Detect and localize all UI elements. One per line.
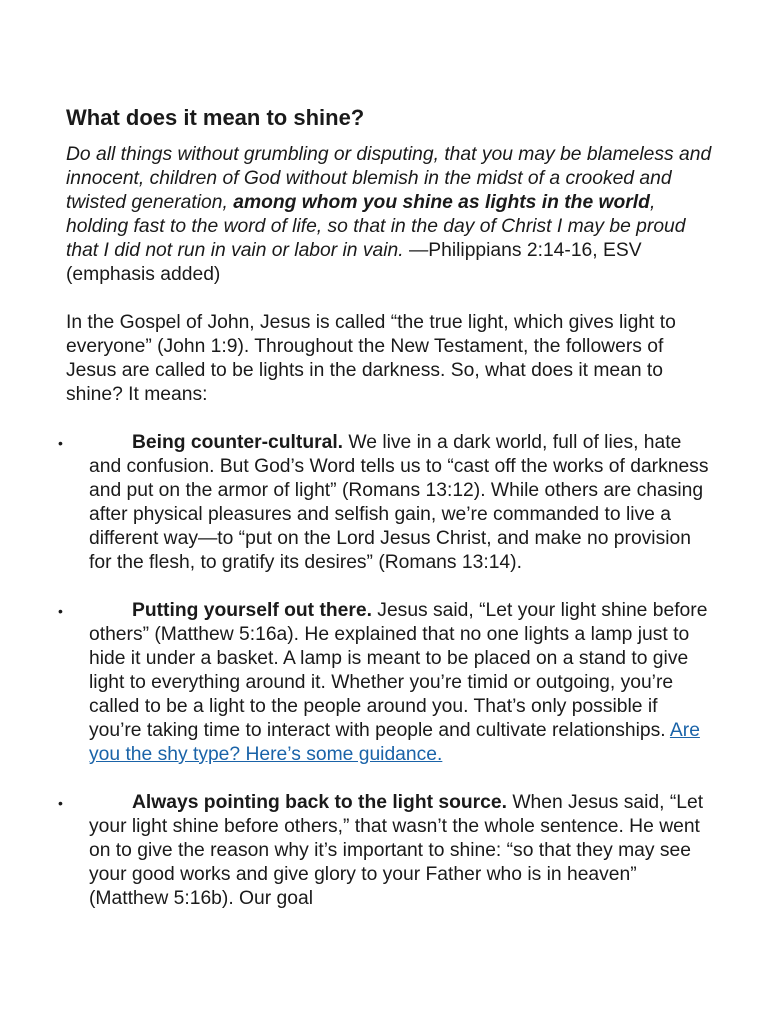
bullet-text: We live in a dark world, full of lies, hate and confusion. But God’s Word tells us to “cast off the works of darkness and put on the armor of light” (Romans 13:12). While others are chasing after physical pleasures and selfish gain, we’re commanded to live a different way—to “put on the Lord Jesus Christ, and make no provision for the flesh, to gratify its desires” (Romans 13:14). xyxy=(89,432,709,573)
bullet-title: Putting yourself out there. xyxy=(132,600,372,621)
quote-emphasis: among whom you shine as lights in the world xyxy=(233,192,650,213)
quote-text-start: Do all things without grumbling or disputing, that you may be blameless and innocent, children of God without blemish in the midst of a crooked and twisted generation, xyxy=(66,144,712,213)
list-item xyxy=(0,599,709,767)
list-item xyxy=(0,791,709,911)
bullet-dot-icon: • xyxy=(58,795,63,811)
bullet-dot-icon: • xyxy=(58,435,63,451)
bullet-title: Being counter-cultural. xyxy=(132,432,344,453)
quote-citation: —Philippians 2:14-16, ESV (emphasis added) xyxy=(66,240,642,285)
bullet-title: Always pointing back to the light source. xyxy=(132,792,507,813)
bullet-text: Jesus said, “Let your light shine before others” (Matthew 5:16a). He explained that no one lights a lamp just to hide it under a basket. A lamp is meant to be placed on a stand to give light to everything around it. Whether you’re timid or outgoing, you’re called to be a light to the people around you. That’s only possible if you’re taking time to interact with people and cultivate relationships. xyxy=(89,600,708,741)
bullet-dot-icon: • xyxy=(58,603,63,619)
bullet-list xyxy=(0,431,768,911)
list-item xyxy=(0,431,709,575)
quote-text-end: , holding fast to the word of life, so that in the day of Christ I may be proud that I did not run in vain or labor in vain. xyxy=(66,192,686,261)
bullet-text: When Jesus said, “Let your light shine before others,” that wasn’t the whole sentence. He went on to give the reason why it’s important to shine: “so that they may see your good works and give glory to your Father who is in heaven” (Matthew 5:16b). Our goal xyxy=(89,792,704,909)
intro-paragraph: In the Gospel of John, Jesus is called “the true light, which gives light to everyone” (John 1:9). Throughout the New Testament, the followers of Jesus are called to be lights in the darkness. So, what does it mean to shine? It means: xyxy=(66,312,676,405)
page-title: What does it mean to shine? xyxy=(66,105,365,130)
shy-guidance-link[interactable]: Are you the shy type? Here’s some guidance. xyxy=(89,720,700,765)
scripture-quote xyxy=(66,143,716,287)
